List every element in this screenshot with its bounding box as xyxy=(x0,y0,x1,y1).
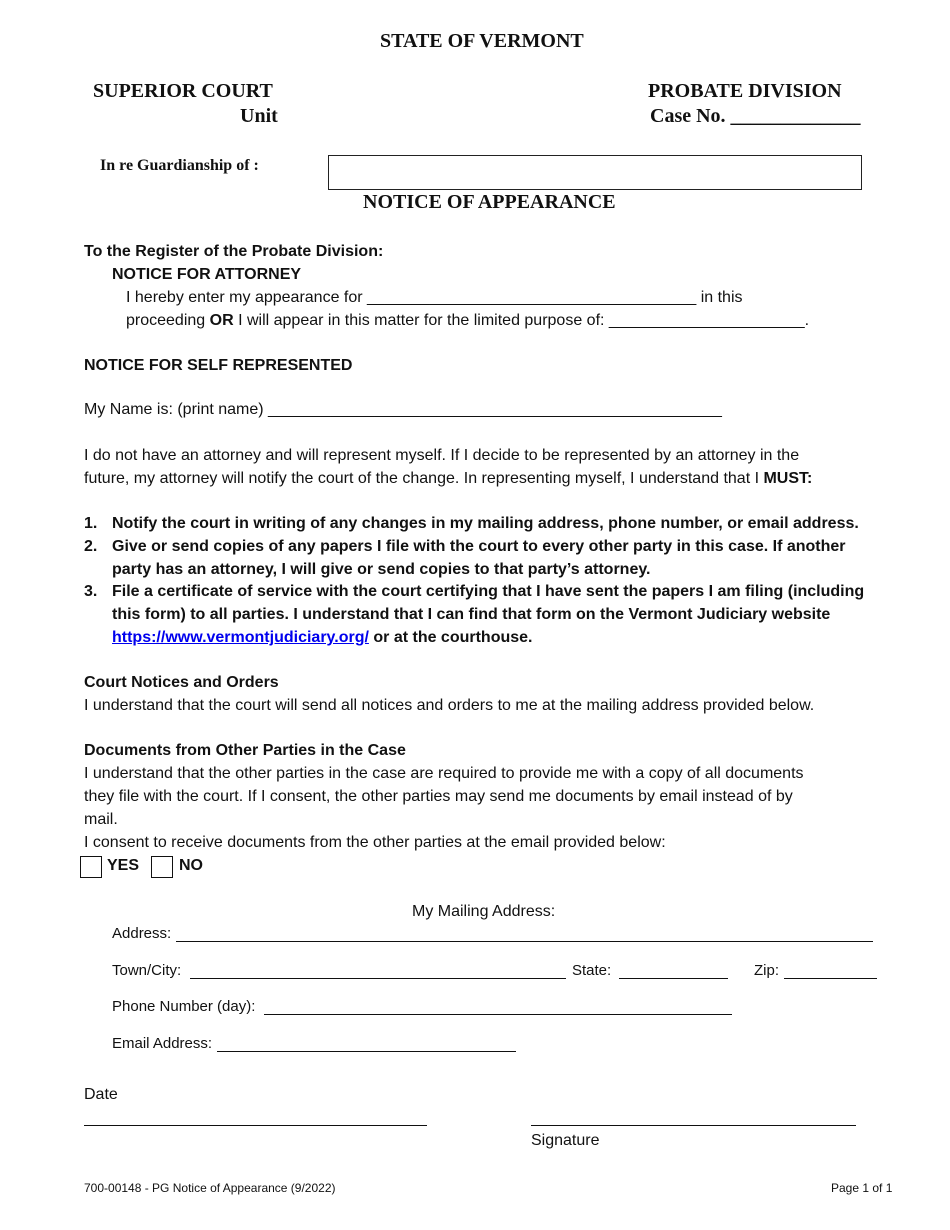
date-label: Date xyxy=(84,1086,118,1103)
email-field[interactable] xyxy=(217,1051,516,1052)
self-intro-line-2: future, my attorney will notify the court of the change. In representing myself, I understand that I MUST: xyxy=(84,470,813,487)
list-number: 1. xyxy=(84,515,98,532)
documents-text-1: I understand that the other parties in the case are required to provide me with a copy of all documents xyxy=(84,765,804,782)
documents-heading: Documents from Other Parties in the Case xyxy=(84,742,406,759)
state-title: STATE OF VERMONT xyxy=(380,30,584,52)
state-field[interactable] xyxy=(619,978,728,979)
email-label: Email Address: xyxy=(112,1035,213,1052)
form-title: NOTICE OF APPEARANCE xyxy=(363,191,616,213)
court-name: SUPERIOR COURT xyxy=(93,80,273,102)
phone-field[interactable] xyxy=(264,1014,732,1015)
zip-label: Zip: xyxy=(754,962,780,979)
in-re-label: In re Guardianship of : xyxy=(100,157,259,174)
form-id: 700-00148 - PG Notice of Appearance (9/2022) xyxy=(84,1181,336,1195)
no-label: NO xyxy=(179,857,203,874)
division-name: PROBATE DIVISION xyxy=(648,80,842,102)
court-unit: Unit xyxy=(240,105,278,127)
attorney-heading: NOTICE FOR ATTORNEY xyxy=(112,266,302,283)
address-label: Address: xyxy=(112,925,172,942)
town-field[interactable] xyxy=(190,978,566,979)
list-number: 3. xyxy=(84,583,98,600)
consent-text: I consent to receive documents from the other parties at the email provided below: xyxy=(84,834,666,851)
signature-field[interactable] xyxy=(531,1125,856,1126)
print-name-line[interactable]: My Name is: (print name) ___________________________________________________ xyxy=(84,401,722,418)
court-notices-heading: Court Notices and Orders xyxy=(84,674,279,691)
documents-text-2: they file with the court. If I consent, the other parties may send me documents by email instead of by xyxy=(84,788,793,805)
list-item-text: party has an attorney, I will give or send copies to that party’s attorney. xyxy=(112,561,651,578)
yes-checkbox[interactable] xyxy=(80,856,102,878)
case-number: Case No. _____________ xyxy=(650,105,861,127)
list-item-text: Notify the court in writing of any changes in my mailing address, phone number, or email address. xyxy=(112,515,859,532)
list-item-text: File a certificate of service with the court certifying that I have sent the papers I am filing (including xyxy=(112,583,865,600)
no-checkbox[interactable] xyxy=(151,856,173,878)
yes-label: YES xyxy=(107,857,140,874)
date-field[interactable] xyxy=(84,1125,427,1126)
list-number: 2. xyxy=(84,538,98,555)
documents-text-3: mail. xyxy=(84,811,118,828)
in-re-name-field[interactable] xyxy=(328,155,862,190)
phone-label: Phone Number (day): xyxy=(112,998,256,1015)
self-intro-line-1: I do not have an attorney and will represent myself. If I decide to be represented by an attorney in the xyxy=(84,447,800,464)
zip-field[interactable] xyxy=(784,978,877,979)
address-field[interactable] xyxy=(176,941,873,942)
self-represented-heading: NOTICE FOR SELF REPRESENTED xyxy=(84,357,353,374)
vermont-judiciary-link[interactable]: https://www.vermontjudiciary.org/ xyxy=(112,629,369,646)
signature-label: Signature xyxy=(531,1132,600,1149)
list-item-text: https://www.vermontjudiciary.org/ or at the courthouse. xyxy=(112,629,533,646)
state-label: State: xyxy=(572,962,612,979)
page-number: Page 1 of 1 xyxy=(831,1181,893,1195)
attorney-appearance-line[interactable]: I hereby enter my appearance for _____________________________________ in this xyxy=(126,289,743,306)
list-item-text: this form) to all parties. I understand that I can find that form on the Vermont Judiciary website xyxy=(112,606,831,623)
mailing-address-title: My Mailing Address: xyxy=(412,903,556,920)
attorney-limited-purpose-line[interactable]: proceeding OR I will appear in this matter for the limited purpose of: ______________________. xyxy=(126,312,810,329)
list-item-text: Give or send copies of any papers I file with the court to every other party in this case. If another xyxy=(112,538,846,555)
town-label: Town/City: xyxy=(112,962,182,979)
to-register-heading: To the Register of the Probate Division: xyxy=(84,243,384,260)
court-notices-text: I understand that the court will send all notices and orders to me at the mailing address provided below. xyxy=(84,697,815,714)
